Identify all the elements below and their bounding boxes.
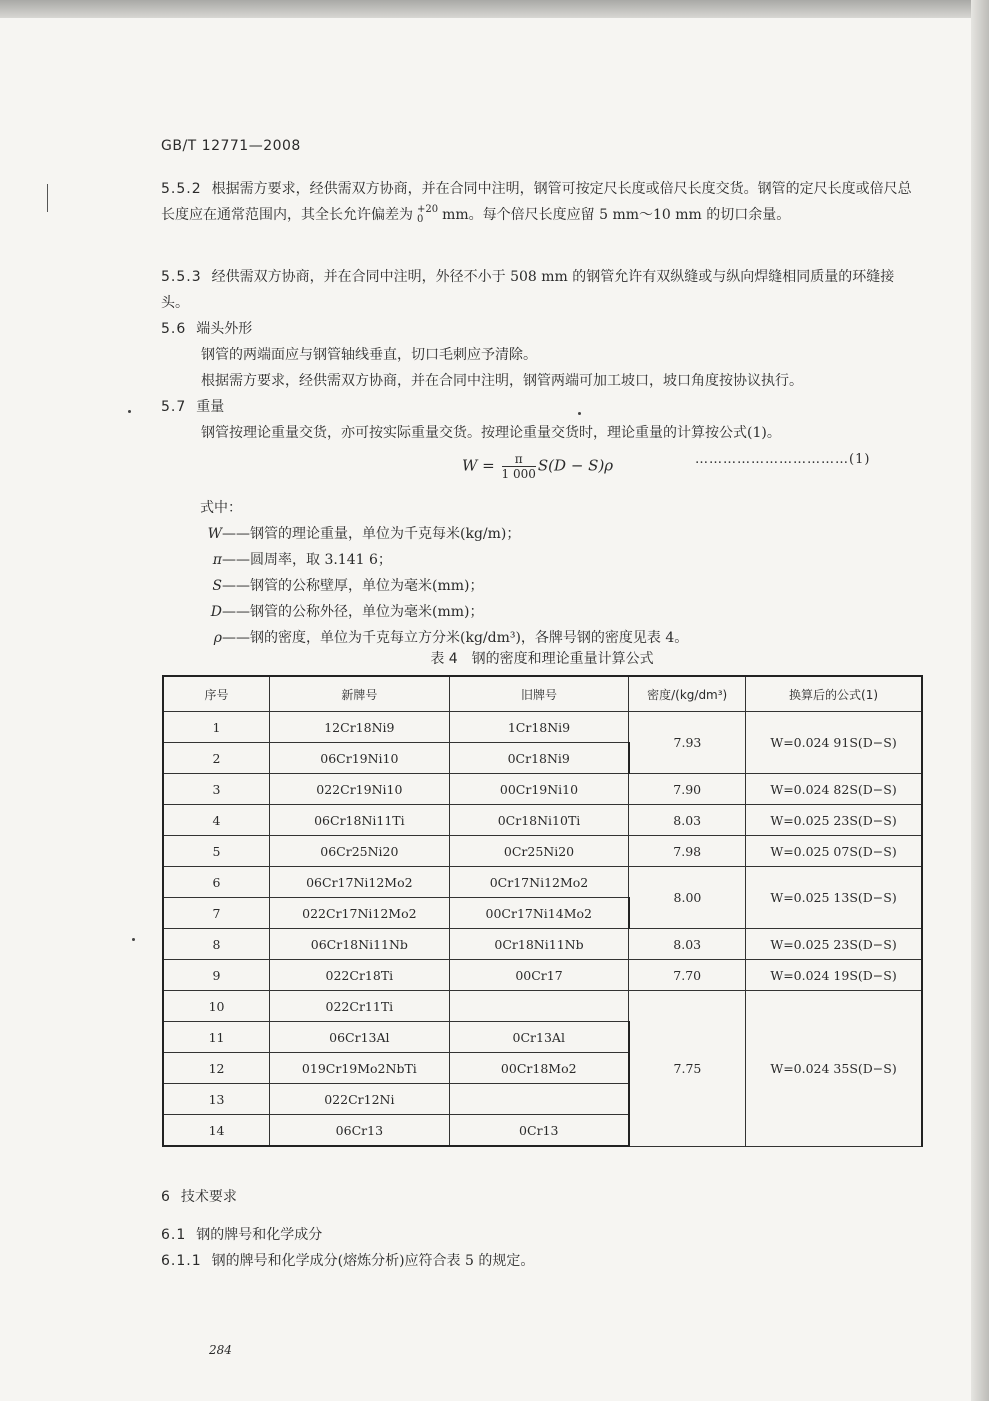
tolerance-lower: 0 [417,214,424,225]
cell-formula: W=0.024 19S(D−S) [746,960,922,991]
cell-no: 8 [163,929,270,960]
cell-old-grade: 1Cr18Ni9 [449,712,629,743]
cell-no: 4 [163,805,270,836]
fraction-denominator: 1 000 [501,467,536,481]
formula-fraction [502,452,536,481]
cell-new-grade: 12Cr18Ni9 [270,712,450,743]
paragraph: 钢管按理论重量交货，亦可按实际重量交货。按理论重量交货时，理论重量的计算按公式(1)。 [201,425,781,441]
scan-edge-right [971,0,989,1401]
cell-formula: W=0.024 35S(D−S) [746,991,922,1147]
cell-no: 7 [163,898,270,929]
clause-text: 经供需双方协商，并在合同中注明，外径不小于 508 mm 的钢管允许有双纵缝或与纵向焊缝相同质量的环缝接头。 [161,269,895,311]
cell-density: 7.90 [629,774,746,805]
clause-text: 根据需方要求，经供需双方协商，并在合同中注明，钢管可按定尺长度或倍尺长度交货。钢管的定尺长度或倍尺总长度应在通常范围内，其全长允许偏差为 [161,181,912,223]
cell-old-grade: 00Cr17 [449,960,629,991]
header-old-grade: 旧牌号 [449,676,629,712]
cell-new-grade: 022Cr12Ni [270,1084,450,1115]
header-new-grade: 新牌号 [270,676,450,712]
scan-speck [132,938,135,941]
cell-density: 7.75 [629,991,746,1147]
clause-number: 5.5.3 [161,269,202,285]
cell-old-grade: 00Cr18Mo2 [449,1053,629,1084]
table-row [163,805,922,836]
cell-formula: W=0.024 82S(D−S) [746,774,922,805]
clause-number: 5.5.2 [161,181,202,197]
formula-rhs: S(D − S)ρ [537,456,614,475]
clause-text-cont: mm。每个倍尺长度应留 5 mm～10 mm 的切口余量。 [442,207,791,223]
margin-mark [47,184,48,212]
header-density: 密度/(kg/dm³) [629,676,746,712]
definition-S: S——钢管的公称壁厚，单位为毫米(mm)； [212,578,484,594]
cell-old-grade [449,1084,629,1115]
table-row [163,991,922,1022]
scan-edge-top [0,0,989,18]
clause-6-1-1 [161,1248,921,1274]
symbol-definitions [200,495,688,651]
cell-no: 6 [163,867,270,898]
standard-code: GB/T 12771—2008 [161,138,301,154]
cell-old-grade: 0Cr25Ni20 [449,836,629,867]
table-row [163,774,922,805]
table-caption: 表 4 钢的密度和理论重量计算公式 [430,651,654,667]
cell-density: 7.93 [629,712,746,774]
clause-5-6 [161,316,921,394]
definition-pi: π——圆周率，取 3.141 6； [212,552,392,568]
cell-old-grade [449,991,629,1022]
cell-formula: W=0.025 23S(D−S) [746,805,922,836]
cell-new-grade: 022Cr11Ti [270,991,450,1022]
clause-5-5-3 [161,264,921,316]
cell-density: 7.98 [629,836,746,867]
cell-old-grade: 0Cr18Ni10Ti [449,805,629,836]
paragraph: 根据需方要求，经供需双方协商，并在合同中注明，钢管两端可加工坡口，坡口角度按协议执行。 [201,373,803,389]
cell-old-grade: 0Cr18Ni9 [449,743,629,774]
density-table [162,675,923,1147]
paragraph: 钢管的两端面应与钢管轴线垂直，切口毛刺应予清除。 [201,347,537,363]
cell-formula: W=0.025 13S(D−S) [746,867,922,929]
cell-density: 8.00 [629,867,746,929]
definition-rho: ρ——钢的密度，单位为千克每立方分米(kg/dm³)，各牌号钢的密度见表 4。 [213,630,689,646]
cell-new-grade: 06Cr18Ni11Ti [270,805,450,836]
definition-W: W——钢管的理论重量，单位为千克每米(kg/m)； [207,526,521,542]
cell-density: 8.03 [629,805,746,836]
formula-number: ……………………………(1) [695,452,871,467]
cell-new-grade: 022Cr17Ni12Mo2 [270,898,450,929]
cell-no: 1 [163,712,270,743]
header-no: 序号 [163,676,270,712]
table-header-row [163,676,922,712]
cell-formula: W=0.024 91S(D−S) [746,712,922,774]
cell-no: 11 [163,1022,270,1053]
table-row [163,712,922,743]
table-row [163,836,922,867]
section-6-1-heading: 6.1 钢的牌号和化学成分 [161,1227,323,1243]
cell-new-grade: 06Cr18Ni11Nb [270,929,450,960]
cell-no: 13 [163,1084,270,1115]
section-heading: 5.7 重量 [161,399,225,415]
clause-5-5-2 [161,176,921,228]
cell-no: 14 [163,1115,270,1147]
page-number: 284 [209,1343,232,1357]
clause-5-7 [161,394,921,446]
fraction-numerator: π [502,452,536,467]
header-formula: 换算后的公式(1) [746,676,922,712]
cell-new-grade: 06Cr13 [270,1115,450,1147]
cell-old-grade: 0Cr13 [449,1115,629,1147]
cell-old-grade: 0Cr17Ni12Mo2 [449,867,629,898]
clause-text: 钢的牌号和化学成分(熔炼分析)应符合表 5 的规定。 [211,1253,535,1269]
cell-no: 10 [163,991,270,1022]
cell-formula: W=0.025 23S(D−S) [746,929,922,960]
section-heading: 5.6 端头外形 [161,321,253,337]
table-row [163,867,922,898]
cell-no: 5 [163,836,270,867]
length-tolerance [417,205,438,225]
cell-no: 2 [163,743,270,774]
cell-old-grade: 0Cr13Al [449,1022,629,1053]
section-6-heading: 6 技术要求 [161,1189,237,1205]
cell-density: 8.03 [629,929,746,960]
cell-new-grade: 06Cr19Ni10 [270,743,450,774]
table-row [163,960,922,991]
cell-old-grade: 00Cr19Ni10 [449,774,629,805]
scan-speck [128,410,131,413]
table-row [163,929,922,960]
cell-formula: W=0.025 07S(D−S) [746,836,922,867]
cell-new-grade: 06Cr13Al [270,1022,450,1053]
cell-no: 12 [163,1053,270,1084]
cell-new-grade: 022Cr18Ti [270,960,450,991]
weight-formula [462,452,613,481]
cell-no: 3 [163,774,270,805]
cell-new-grade: 06Cr25Ni20 [270,836,450,867]
cell-new-grade: 06Cr17Ni12Mo2 [270,867,450,898]
where-intro: 式中： [200,500,242,516]
tolerance-upper: +20 [417,204,439,215]
definition-D: D——钢管的公称外径，单位为毫米(mm)； [210,604,484,620]
clause-number: 6.1.1 [161,1253,202,1269]
cell-density: 7.70 [629,960,746,991]
cell-new-grade: 022Cr19Ni10 [270,774,450,805]
cell-old-grade: 00Cr17Ni14Mo2 [449,898,629,929]
cell-old-grade: 0Cr18Ni11Nb [449,929,629,960]
cell-new-grade: 019Cr19Mo2NbTi [270,1053,450,1084]
formula-lhs: W = [462,456,495,475]
cell-no: 9 [163,960,270,991]
